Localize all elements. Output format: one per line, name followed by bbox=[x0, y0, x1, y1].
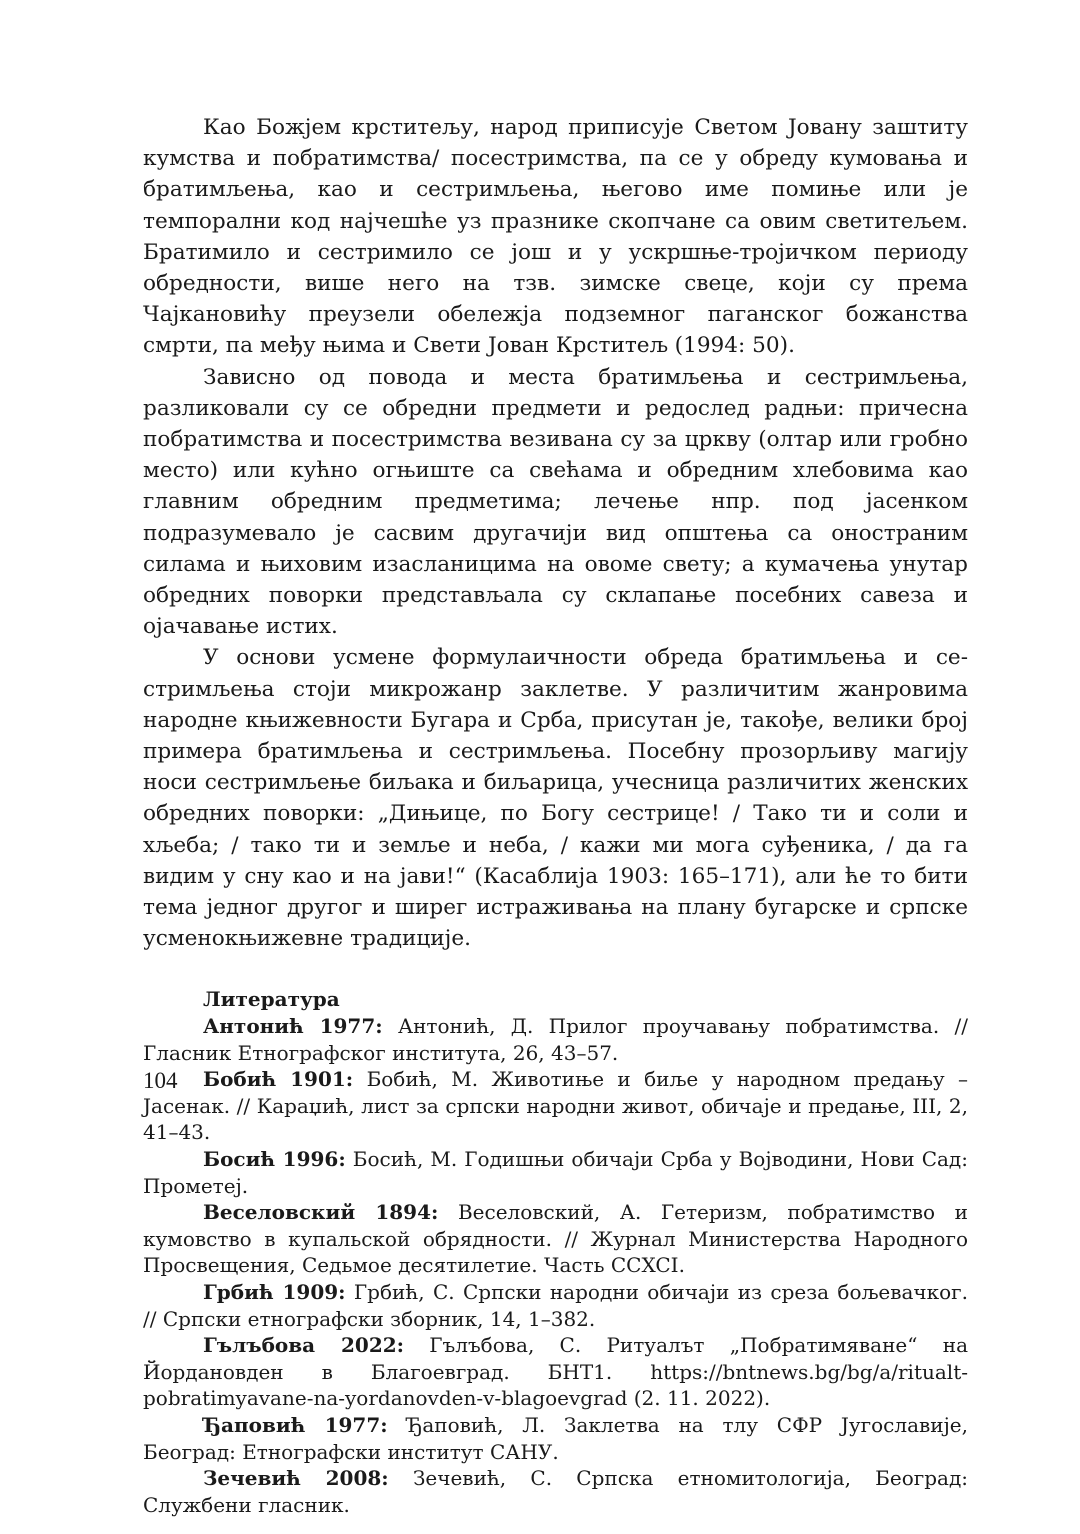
bibliography-entry-text: Ђаповић, Л. Заклетва на тлу СФР Југославије, Београд: Етнографски институт САНУ. bbox=[143, 1412, 968, 1464]
bibliography-entry-text: Веселовский, А. Гетеризм, побратимство и кумовство в купальской обрядности. // Журнал Министерства Народного Просвещения, Седьмое десятилетие. Часть CCXCI. bbox=[143, 1200, 968, 1278]
bibliography-entry-key: Антонић 1977: bbox=[203, 1014, 383, 1039]
bibliography-entry-key: Зечевић 2008: bbox=[203, 1466, 389, 1491]
bibliography-entry-text: Бобић, М. Животиње и биље у народном предању – Јасенак. // Караџић, лист за српски народни живот, обичаје и предање, III, 2, 41–43. bbox=[143, 1067, 969, 1145]
bibliography-entry-key: Ђаповић 1977: bbox=[203, 1412, 388, 1437]
paragraph: У основи усмене формулаичности обреда братимљења и сестримљења стоји микрожанр заклетве. У различитим жанровима народне књижевности Бугара и Срба, присутан је, такође, велики број примера братимљења и сестримљења. Посебну прозорљиву магију носи сестримљење биљака и биљарица, учесница различитих женских обредних поворки: „Дињице, по Богу сестрице! / Тако ти и соли и хљеба; / тако ти и земље и неба, / кажи ми мога суђеника, / да га видим у сну као и на јави!“ (Касаблија 1903: 165–171), али ће то бити тема једног другог и ширег истраживања на плану бугарске и српске усменокњижевне традиције. bbox=[143, 645, 968, 952]
bibliography-entry bbox=[143, 1066, 968, 1146]
bibliography-entry-text: Босић, М. Годишњи обичаји Срба у Војводини, Нови Сад: Прометеј. bbox=[143, 1147, 968, 1198]
page-number: 104 bbox=[143, 1068, 178, 1093]
bibliography-entry bbox=[143, 1279, 968, 1332]
bibliography-entry bbox=[143, 1199, 968, 1279]
bibliography-entry bbox=[143, 1013, 968, 1066]
bibliography-entry-key: Грбић 1909: bbox=[203, 1280, 346, 1305]
bibliography bbox=[143, 986, 968, 1518]
bibliography-entry bbox=[143, 1465, 968, 1518]
bibliography-entry-key: Веселовский 1894: bbox=[203, 1200, 439, 1225]
page-content bbox=[143, 112, 968, 1518]
paragraph: Као Божјем крститељу, народ приписује Светом Јовану заштиту кумства и побратимства/ посестримства, па се у обреду кумовања и братимљења, као и сестримљења, његово име помиње или је темпорални код најчешће уз празнике скопчане са овим светитељем. Братимило и сестримило се још и у ускршње-тројичком периоду обредности, више него на тзв. зимске свеце, који су према Чајкановићу преузели обележја подземног паганског божанства смрти, па међу њима и Свети Јован Крститељ (1994: 50). bbox=[143, 115, 968, 359]
paragraph: Зависно од повода и места братимљења и сестримљења, разликовали су се обредни предмети и редослед радњи: причесна побратимства и посестримства везивана су за цркву (олтар или гробно место) или кућно огњиште са свећама и обредним хлебовима као главним обредним предметима; лечење нпр. под јасенком подразумевало је сасвим другачији вид општења са онострaним силама и њиховим изасланицима на овоме свету; а кумачења унутар обредних поворки представљала су склапање посебних савеза и ојачавање истих. bbox=[143, 364, 968, 640]
bibliography-entry-key: Босић 1996: bbox=[203, 1147, 346, 1172]
bibliography-entry-key: Бобић 1901: bbox=[203, 1067, 354, 1092]
bibliography-entry-text: Антонић, Д. Прилог проучавању побратимства. // Гласник Етнографског института, 26, 43–57. bbox=[143, 1014, 968, 1065]
bibliography-heading: Литература bbox=[203, 987, 340, 1012]
bibliography-entry-key: Гълъбова 2022: bbox=[203, 1333, 405, 1358]
bibliography-entry bbox=[143, 1412, 968, 1465]
bibliography-entry bbox=[143, 1332, 968, 1412]
bibliography-entry-text: Гълъбова, С. Ритуалът „Побратимяване“ на Йордановден в Благоевград. БНТ1. https://bntnews.bg/bg/a/ritualt-pobratimyavane-na-yordanovden-v-blagoevgrad (2. 11. 2022). bbox=[143, 1333, 968, 1411]
body-text bbox=[143, 112, 968, 954]
bibliography-entry-text: Зечевић, С. Српска етномитологија, Београд: Службени гласник. bbox=[143, 1466, 969, 1517]
bibliography-entry-text: Грбић, С. Српски народни обичаји из среза бољевачког. // Српски етнографски зборник, 14, 1–382. bbox=[143, 1280, 968, 1331]
bibliography-entry bbox=[143, 1146, 968, 1199]
